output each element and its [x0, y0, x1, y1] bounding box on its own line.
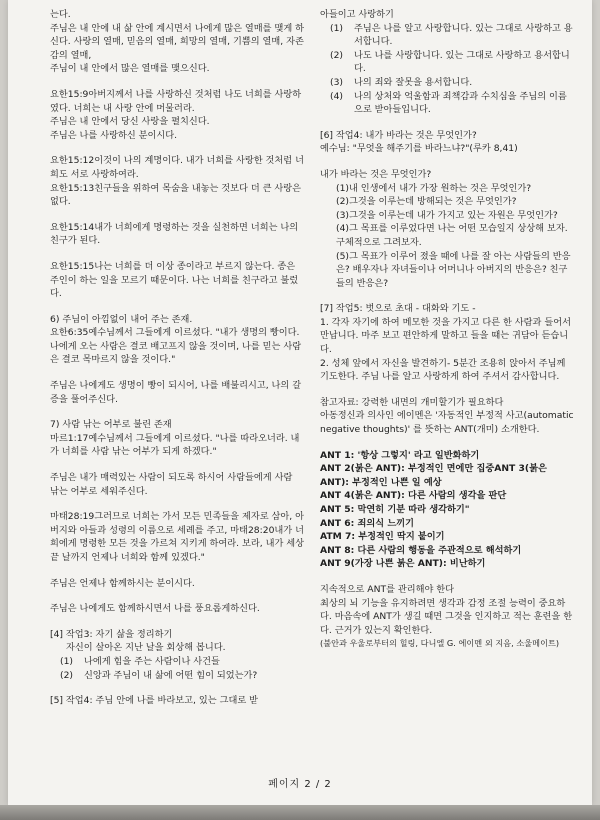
text-line: 요한15:12이것이 나의 계명이다. 내가 너희를 사랑한 것처럼 너희도 서로 사랑하여라. — [50, 155, 304, 180]
item-text: 신앙과 주님이 내 삶에 어떤 힘이 되었는가? — [84, 669, 258, 681]
text-line: (불안과 우울로부터의 힐링, 다니엘 G. 에이멘 외 지음, 소울메이트) — [320, 638, 560, 649]
paragraph-gap — [50, 682, 304, 694]
text-line: 주님은 나를 사랑하신 분이시다. — [50, 129, 178, 141]
item-text: 주님은 나를 알고 사랑합니다. 있는 그대로 사랑하고 용서합니다. — [354, 22, 573, 48]
text-line: 는다. — [50, 9, 71, 20]
text-line: (5)그 목표가 이루어 졌을 때에 나를 잘 아는 사람들의 반응은? 배우자나 자녀들이나 어머니나 아버지의 반응은? 친구들의 반응은? — [336, 250, 571, 289]
text-line: 요한6:35예수님께서 그들에게 이르셨다. "내가 생명의 빵이다. 나에게 오는 사람은 결코 배고프지 않을 것이며, 나를 믿는 사람은 결코 목마르지 않을 것이다." — [50, 327, 302, 366]
item-number: (1) — [60, 655, 74, 667]
text-line: 최상의 뇌 기능을 유지하려면 생각과 감정 조절 능력이 중요하다. 마음속에 ANT가 생길 때면 그것을 인지하고 적는 훈련을 한다. 근거가 있는지 확인한다. — [320, 597, 573, 636]
item-number: (3) — [330, 76, 344, 88]
numbered-item — [320, 76, 574, 90]
numbered-item — [50, 669, 304, 683]
text-line: [4] 작업3: 자기 삶을 정리하기 — [50, 628, 173, 640]
text-line: 주님은 언제나 함께하시는 분이시다. — [50, 577, 195, 589]
paragraph-gap — [320, 290, 574, 302]
paragraph-gap — [50, 498, 304, 510]
paragraph-gap — [50, 142, 304, 154]
paragraph-gap — [320, 156, 574, 168]
paragraph-gap — [50, 565, 304, 577]
text-line: [6] 작업4: 내가 바라는 것은 무엇인가? — [320, 129, 477, 141]
left-column — [50, 8, 304, 708]
page-number: 페이지 2 / 2 — [268, 779, 332, 790]
paragraph-gap — [50, 209, 304, 221]
text-line: 내가 바라는 것은 무엇인가? — [320, 168, 432, 180]
text-line: (3)그것을 이루는데 내가 가지고 있는 자원은 무엇인가? — [336, 209, 558, 221]
right-column — [320, 8, 574, 649]
text-line: 예수님: "무엇을 해주기를 바라느냐?"(루카 8,41) — [320, 143, 518, 155]
text-line: [7] 작업5: 벗으로 초대 - 대화와 기도 - — [320, 303, 476, 315]
text-line: ATM 7: 부정적인 딱지 붙이기 — [320, 531, 445, 543]
item-number: (1) — [330, 22, 344, 34]
text-line: 요한15:14내가 너희에게 명령하는 것을 실천하면 너희는 나의 친구가 된다. — [50, 221, 299, 247]
numbered-item — [50, 655, 304, 669]
item-text: 나의 상처와 억울함과 죄책감과 수치심을 주님의 이름으로 받아들입니다. — [354, 90, 567, 116]
text-line: ANT 1: '항상 그렇지' 라고 일반화하기 — [320, 449, 480, 461]
text-line: ANT 6: 죄의식 느끼기 — [320, 517, 414, 529]
text-line: 요한15:15나는 너희를 더 이상 종이라고 부르지 않는다. 종은 주인이 하는 일을 모르기 때문이다. 나는 너희를 친구라고 불렀다. — [50, 260, 299, 300]
numbered-item — [320, 90, 574, 117]
text-line: [5] 작업4: 주님 안에 나를 바라보고, 있는 그대로 받 — [50, 695, 258, 707]
text-line: (1)내 인생에서 내가 가장 원하는 것은 무엇인가? — [336, 182, 532, 194]
text-line: 7) 사람 낚는 어부로 불린 존재 — [50, 419, 172, 431]
text-line: 주님은 내가 매력있는 사람이 되도록 하시어 사람들에게 사람 낚는 어부로 세워주신다. — [50, 472, 293, 497]
text-line: 지속적으로 ANT를 관리해야 한다 — [320, 583, 455, 595]
text-line: ANT 2(붉은 ANT): 부정적인 면에만 집중ANT 3(붉은 ANT): 부정적인 나쁜 일 예상 — [320, 463, 547, 488]
paragraph-gap — [50, 301, 304, 313]
text-line: 아동정신과 의사인 에이멘은 '자동적인 부정적 사고(automatic negative thoughts)' 를 뜻하는 ANT(개미) 소개한다. — [320, 410, 574, 436]
paragraph-gap — [320, 384, 574, 396]
paragraph-gap — [320, 437, 574, 449]
paragraph-gap — [50, 616, 304, 628]
text-line: ANT 5: 막연히 기분 따라 생각하기" — [320, 504, 470, 515]
text-line: 주님은 나에게도 생명이 빵이 되시어, 나를 배불리시고, 나의 갈증을 풀어주신다. — [50, 380, 302, 405]
paragraph-gap — [50, 406, 304, 418]
paragraph-gap — [50, 459, 304, 471]
item-text: 나에게 힘을 주는 사람이나 사건들 — [84, 655, 220, 667]
text-line: 자신이 살아온 지난 날을 회상해 봅니다. — [66, 642, 226, 654]
text-line: 마태28:19그러므로 너희는 가서 모든 민족들을 제자로 삼아, 아버지와 아들과 성령의 이름으로 세례를 주고, 마태28:20내가 너희에게 명령한 모든 것을 가르쳐 지키게 하여라. 보라, 내가 세상 끝 날까지 언제나 너희와 함께 있겠다." — [50, 511, 305, 563]
document-page — [8, 0, 592, 805]
text-line: 주님은 내 안에 내 삶 안에 계시면서 나에게 많은 열매를 맺게 하신다. 사랑의 열매, 믿음의 열매, 희망의 열매, 기쁨의 열매, 자존감의 열매, — [50, 22, 305, 61]
item-text: 나의 죄와 잘못을 용서합니다. — [354, 76, 473, 88]
text-line: 마르1:17예수님께서 그들에게 이르셨다. "나를 따라오너라. 내가 너희를 사람 낚는 어부가 되게 하겠다." — [50, 432, 300, 458]
text-line: 주님은 내 안에서 당신 사랑을 펼치신다. — [50, 116, 210, 128]
text-line: 참고자료: 강력한 내면의 개미할기가 필요하다 — [320, 396, 504, 408]
text-line: (2)그것을 이루는데 방해되는 것은 무엇인가? — [336, 196, 517, 208]
numbered-item — [320, 49, 574, 76]
item-text: 나도 나를 사랑합니다. 있는 그대로 사랑하고 용서합니다. — [354, 49, 570, 75]
text-line: ANT 9(가장 나쁜 붉은 ANT): 비난하기 — [320, 558, 486, 570]
text-line: 6) 주님이 아낌없이 내어 주는 존재. — [50, 313, 193, 325]
text-line: 요한15:13친구들을 위하여 목숨을 내놓는 것보다 더 큰 사랑은 없다. — [50, 182, 302, 208]
text-line: 아들이고 사랑하기 — [320, 9, 394, 20]
text-line: ANT 8: 다른 사람의 행동을 주관적으로 해석하기 — [320, 544, 522, 556]
text-line: 요한15:9아버지께서 나를 사랑하신 것처럼 나도 너희를 사랑하였다. 너희는 내 사랑 안에 머물러라. — [50, 88, 302, 114]
item-number: (2) — [60, 669, 74, 681]
item-number: (4) — [330, 90, 344, 102]
text-line: ANT 4(붉은 ANT): 다른 사람의 생각을 판단 — [320, 490, 507, 502]
paragraph-gap — [50, 248, 304, 260]
paragraph-gap — [320, 571, 574, 583]
page-shadow — [0, 805, 600, 820]
text-line: 1. 각자 자기에 하여 메모한 것을 가지고 다른 한 사람과 들어서 만납니다. 마주 보고 편안하게 말하고 들을 때는 귀담아 듣습니다. — [320, 316, 571, 356]
text-line: (4)그 목표를 이루었다면 나는 어떤 모습일지 상상해 보자. 구체적으로 그려보자. — [336, 223, 568, 248]
numbered-item — [320, 22, 574, 49]
text-line: 2. 성체 앞에서 자신을 발견하기- 5분간 조용히 앉아서 주님께 기도한다. 주님 나를 알고 사랑하게 하여 주셔서 감사합니다. — [320, 357, 566, 383]
paragraph-gap — [320, 117, 574, 129]
item-number: (2) — [330, 49, 344, 61]
paragraph-gap — [50, 590, 304, 602]
paragraph-gap — [50, 76, 304, 88]
text-line: 주님이 내 안에서 많은 열매를 맺으신다. — [50, 63, 210, 75]
paragraph-gap — [50, 367, 304, 379]
text-line: 주님은 나에게도 함께하시면서 나를 풍요롭게하신다. — [50, 603, 260, 615]
